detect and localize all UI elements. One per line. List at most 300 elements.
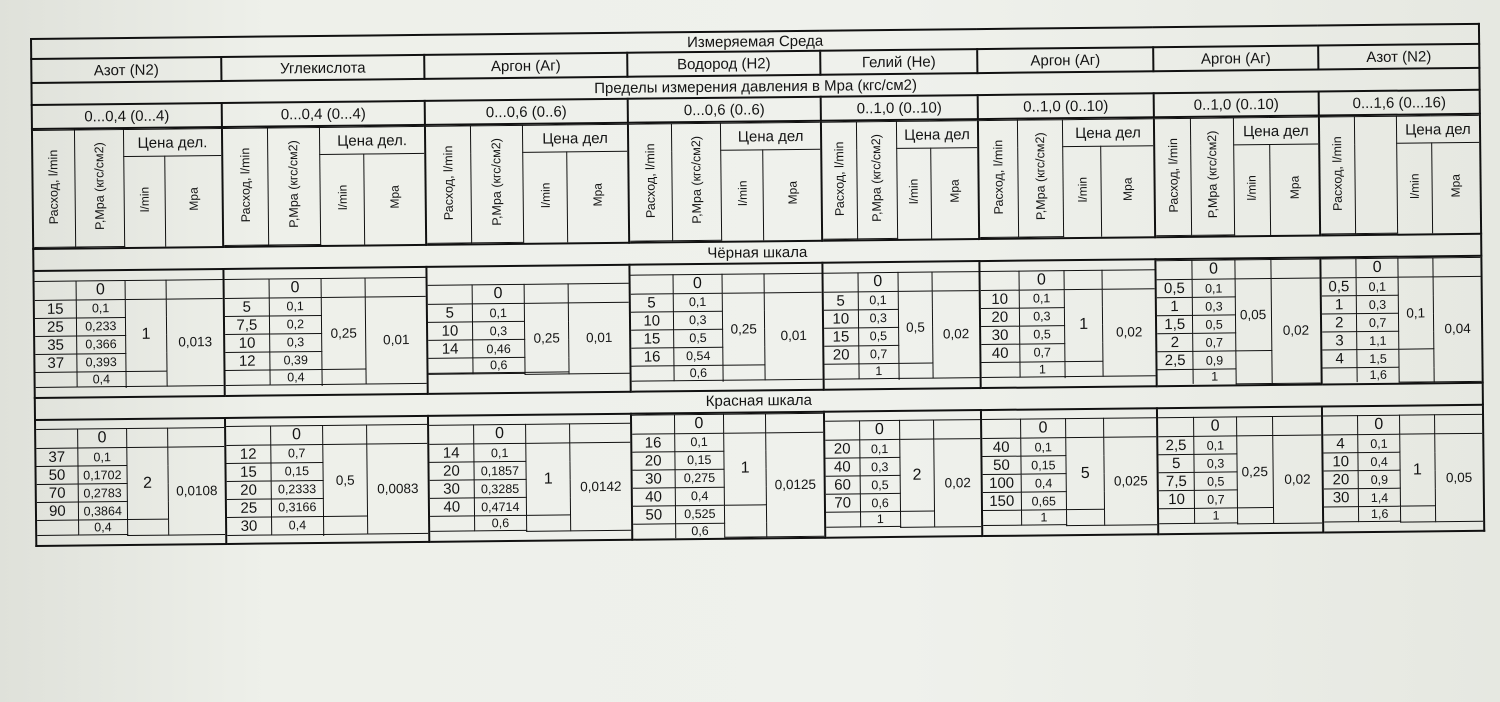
pressure-value: 0 <box>1358 415 1400 434</box>
table-row <box>226 424 427 445</box>
pressure-value: 0 <box>1020 419 1065 438</box>
flow-value: 30 <box>981 326 1019 344</box>
division-lmin-value: 1 <box>526 443 571 515</box>
pressure-title: Пределы измерения давления в Мра (кгс/см2) <box>31 68 1479 105</box>
pressure-value: 0,4 <box>1358 452 1400 470</box>
lmin-header-text: l/min <box>137 186 152 213</box>
flow-header <box>33 130 76 247</box>
division-lmin-value: 1 <box>1400 434 1436 506</box>
division-header: Цена дел <box>1233 117 1318 145</box>
mpa-header-text: Мра <box>387 185 402 209</box>
pressure-value: 0,5 <box>1019 325 1064 343</box>
flow-value <box>226 426 270 445</box>
scale-subtable <box>632 412 824 538</box>
spacer-cell <box>525 372 569 374</box>
pressure-value: 0,39 <box>270 351 322 370</box>
spacer-cell <box>1270 259 1319 279</box>
scale-subtable <box>429 423 631 533</box>
pressure-value: 0,393 <box>77 353 126 372</box>
pressure-value: 0 <box>269 278 321 298</box>
flow-value <box>1158 417 1194 436</box>
medium-cell: Азот (N2) <box>31 57 221 83</box>
pressure-value: 1 <box>1020 361 1065 376</box>
pressure-value: 0 <box>674 414 724 434</box>
pressure-value <box>473 373 525 374</box>
pressure-value: 0 <box>1194 417 1237 436</box>
table-row <box>429 423 630 444</box>
scale-subtable <box>982 417 1157 526</box>
medium-cell: Водород (Н2) <box>627 51 820 77</box>
table-row <box>1158 435 1321 455</box>
pressure-value: 0,6 <box>860 493 900 511</box>
table-row <box>35 298 223 318</box>
group-header <box>32 127 223 249</box>
flow-value: 5 <box>225 298 269 316</box>
pressure-value: 0,3 <box>1193 297 1236 315</box>
flow-value: 14 <box>429 444 473 462</box>
pressure-value <box>474 530 526 531</box>
division-lmin-value: 2 <box>127 447 169 519</box>
lmin-header <box>523 152 568 242</box>
pressure-value <box>77 386 126 387</box>
division-lmin-value: 0,25 <box>1236 436 1273 508</box>
flow-value: 15 <box>631 329 673 347</box>
spacer-cell <box>899 420 933 439</box>
flow-value: 5 <box>824 291 858 309</box>
pressure-value: 0,2783 <box>78 484 127 503</box>
pressure-value: 0,5 <box>1194 472 1237 490</box>
pressure-value: 0,3 <box>1357 295 1399 313</box>
flow-value <box>982 419 1020 438</box>
spacer-cell <box>1235 260 1271 279</box>
pressure-value: 0,1 <box>78 448 127 467</box>
scale-subtable <box>980 269 1155 378</box>
header-subtable <box>223 126 425 246</box>
medium-cell: Углекислота <box>221 55 424 81</box>
pressure-header-text: P,Мра (кгс/см2) <box>1032 132 1048 221</box>
pressure-value: 0 <box>1192 260 1235 279</box>
lmin-header-text: l/min <box>335 184 350 211</box>
pressure-value <box>1020 376 1065 377</box>
flow-value: 0,5 <box>1322 278 1357 296</box>
pressure-header <box>1355 116 1398 233</box>
flow-header-text: Расход, l/min <box>46 149 62 225</box>
division-lmin-value: 1 <box>125 299 167 371</box>
pressure-value: 0 <box>673 274 723 294</box>
pressure-value: 0,3 <box>860 457 900 475</box>
lmin-header-text: l/min <box>735 180 750 207</box>
flow-value: 50 <box>36 466 78 484</box>
flow-header <box>1155 118 1192 235</box>
flow-value: 70 <box>826 494 860 512</box>
flow-value <box>631 274 673 293</box>
flow-value <box>35 281 77 300</box>
flow-value <box>631 365 673 380</box>
mpa-header <box>165 156 222 247</box>
pressure-value: 0,5 <box>1193 315 1236 333</box>
flow-value <box>1323 416 1358 435</box>
flow-value <box>37 535 78 536</box>
pressure-header <box>1017 120 1063 237</box>
spacer-cell <box>932 271 979 290</box>
flow-value: 20 <box>825 440 859 458</box>
pressure-value: 0,1 <box>858 291 898 309</box>
table-row <box>632 413 823 434</box>
scale-subtable <box>226 423 428 536</box>
flow-value <box>982 377 1020 378</box>
flow-value: 35 <box>35 336 77 354</box>
spacer-cell <box>722 273 764 292</box>
pressure-value: 0,3166 <box>271 498 323 517</box>
spacer-cell <box>568 283 629 303</box>
spacer-cell <box>1272 416 1321 436</box>
mpa-header-text: Мра <box>947 179 962 203</box>
lmin-header-text: l/min <box>906 178 922 205</box>
flow-value <box>1324 522 1359 523</box>
lmin-header <box>1233 145 1270 235</box>
range-cell: 0...0,6 (0..6) <box>425 99 628 125</box>
flow-value <box>36 429 78 448</box>
pressure-header <box>267 127 320 245</box>
mpa-header <box>1101 146 1154 237</box>
pressure-value: 0,3 <box>269 333 321 352</box>
red-scale-group <box>225 415 429 544</box>
range-cell: 0..1,0 (0..10) <box>821 95 978 121</box>
flow-value: 5 <box>1158 454 1194 472</box>
spacer-cell <box>900 511 934 527</box>
flow-value: 30 <box>1324 489 1359 507</box>
pressure-value: 1,6 <box>1358 367 1399 382</box>
scale-subtable <box>1156 259 1320 385</box>
table-row <box>631 273 822 294</box>
pressure-value: 1,5 <box>1357 349 1399 367</box>
flow-value: 15 <box>824 327 858 345</box>
pressure-header-text: P,Мра (кгс/см2) <box>91 142 107 231</box>
pressure-value: 0,4714 <box>474 497 526 516</box>
flow-value: 150 <box>983 492 1021 510</box>
flow-value: 10 <box>225 334 269 352</box>
flow-value: 2 <box>1157 333 1193 351</box>
flow-value <box>981 362 1019 377</box>
flow-value: 25 <box>227 499 271 517</box>
red-scale-group <box>824 410 982 538</box>
scale-subtable <box>825 419 981 528</box>
pressure-value <box>674 380 724 381</box>
division-header: Цена дел. <box>319 126 424 154</box>
pressure-value: 0,1 <box>1194 436 1237 454</box>
header-subtable <box>1155 117 1319 237</box>
flow-value <box>1156 260 1192 279</box>
pressure-value: 0 <box>859 420 899 439</box>
spacer-cell <box>125 280 167 299</box>
lmin-header <box>1063 146 1102 236</box>
scale-subtable <box>1321 257 1481 383</box>
flow-value: 12 <box>225 352 269 370</box>
red-scale-data-row <box>35 404 1484 546</box>
table-row <box>1323 433 1482 453</box>
flow-value <box>430 531 474 532</box>
table-row <box>225 277 426 298</box>
pressure-value: 1 <box>859 363 899 378</box>
flow-value <box>1323 368 1358 383</box>
flow-value <box>429 374 473 375</box>
pressure-value: 0,7 <box>1193 333 1236 351</box>
division-header: Цена дел <box>721 122 821 150</box>
flow-value <box>1324 507 1359 522</box>
black-scale-group <box>426 265 630 394</box>
pressure-value: 0,1 <box>1357 277 1399 295</box>
spacer-cell <box>166 279 223 299</box>
flow-value <box>428 285 472 304</box>
table-row <box>824 271 979 292</box>
flow-header <box>979 120 1018 237</box>
flow-value <box>225 370 269 385</box>
measurement-table <box>30 23 1485 547</box>
black-scale-group <box>822 261 980 389</box>
lmin-header <box>123 156 165 246</box>
lmin-header-text: l/min <box>1075 176 1090 203</box>
pressure-value <box>1195 523 1237 524</box>
flow-value: 7,5 <box>1159 472 1195 490</box>
black-scale-group <box>33 269 224 397</box>
division-lmin-value: 0,5 <box>323 443 368 515</box>
spacer-cell <box>367 424 428 444</box>
flow-value <box>825 421 859 440</box>
spacer-cell <box>365 277 426 297</box>
flow-value: 7,5 <box>225 316 269 334</box>
pressure-value: 0,54 <box>673 347 723 366</box>
spacer-cell <box>1398 258 1433 277</box>
mpa-header <box>1431 142 1480 232</box>
pressure-value: 0,46 <box>472 339 524 358</box>
pressure-value: 1,6 <box>1359 506 1400 521</box>
red-scale-group <box>1157 406 1323 534</box>
division-header: Цена дел <box>1062 119 1153 147</box>
flow-value: 1,5 <box>1157 315 1193 333</box>
division-lmin-value: 0,25 <box>524 303 569 372</box>
flow-header-text: Расход, l/min <box>441 145 456 220</box>
pressure-header <box>671 123 722 241</box>
flow-header-text: Расход, l/min <box>831 141 847 216</box>
spacer-cell <box>168 427 225 447</box>
mpa-header-text: Мра <box>1448 174 1464 198</box>
flow-value: 20 <box>981 308 1019 326</box>
flow-value: 12 <box>226 445 270 463</box>
flow-value: 0,5 <box>1157 279 1193 297</box>
spacer-cell <box>1066 418 1104 437</box>
pressure-value: 0,3 <box>858 309 898 327</box>
pressure-value <box>1359 521 1400 522</box>
range-cell: 0...0,4 (0...4) <box>32 103 222 129</box>
division-mpa-value: 0,02 <box>1102 288 1155 376</box>
spacer-cell <box>1399 349 1434 382</box>
flow-value: 40 <box>430 498 474 516</box>
medium-cell: Гелий (Не) <box>820 49 977 75</box>
division-header: Цена дел <box>1396 115 1479 143</box>
table-row <box>981 288 1155 308</box>
pressure-value: 1 <box>1195 508 1238 523</box>
red-scale-group <box>631 411 825 540</box>
flow-value: 20 <box>824 345 858 363</box>
black-scale-title: Чёрная шкала <box>33 234 1481 271</box>
table-row <box>225 296 426 316</box>
pressure-value: 0 <box>1019 270 1064 289</box>
spacer-cell <box>1237 508 1273 524</box>
flow-header <box>426 126 471 243</box>
flow-value: 4 <box>1323 435 1358 453</box>
medium-cell: Аргон (Аг) <box>424 53 627 79</box>
pressure-value: 0,5 <box>673 329 723 348</box>
flow-value: 10 <box>631 311 673 329</box>
pressure-header <box>1191 118 1235 235</box>
flow-value: 2,5 <box>1157 351 1193 369</box>
flow-header-text: Расход, l/min <box>642 143 658 218</box>
mpa-header-text: Мра <box>186 187 201 211</box>
spacer-cell <box>526 424 570 443</box>
flow-value <box>826 512 860 527</box>
pressure-value: 0,366 <box>76 335 125 354</box>
scale-subtable <box>225 276 427 386</box>
pressure-value: 0,3 <box>1194 454 1237 472</box>
pressure-value: 0,7 <box>858 345 898 363</box>
spacer-cell <box>1066 509 1104 525</box>
pressure-value: 1 <box>1193 369 1236 384</box>
flow-value: 20 <box>632 451 674 469</box>
table-row <box>982 437 1156 457</box>
spacer-cell <box>1065 361 1103 377</box>
division-lmin-value: 1 <box>724 432 767 504</box>
pressure-value: 0,3864 <box>78 502 127 521</box>
table-row <box>825 420 980 441</box>
flow-value: 30 <box>430 480 474 498</box>
pressure-value: 0,6 <box>675 523 725 538</box>
scale-subtable <box>428 283 630 376</box>
flow-header-text: Расход, l/min <box>1330 135 1346 211</box>
pressure-value: 0,4 <box>675 487 725 506</box>
division-mpa-value: 0,02 <box>934 439 981 527</box>
lmin-header-text: l/min <box>1244 175 1259 201</box>
black-scale-data-row <box>33 256 1482 398</box>
pressure-value: 0,2333 <box>271 480 323 499</box>
flow-value: 15 <box>226 463 270 481</box>
flow-value: 1 <box>1157 297 1193 315</box>
spacer-cell <box>1236 351 1272 384</box>
pressure-value: 0 <box>473 424 525 444</box>
pressure-header-text: P,Мра (кгс/см2) <box>286 140 302 229</box>
red-scale-group <box>428 413 632 542</box>
table-row <box>1322 276 1481 296</box>
lmin-header <box>897 148 932 238</box>
flow-value <box>826 527 860 528</box>
flow-value <box>633 523 675 538</box>
lmin-header <box>1397 143 1433 233</box>
table-row <box>632 432 823 452</box>
flow-value <box>37 520 79 535</box>
pressure-value: 0,1 <box>1019 289 1064 307</box>
spacer-cell <box>323 424 367 443</box>
mpa-header-text: Мра <box>1120 177 1135 202</box>
division-lmin-value: 0,25 <box>722 292 765 364</box>
division-lmin-value: 0,5 <box>898 291 933 363</box>
flow-value <box>225 279 269 298</box>
flow-header <box>822 122 857 239</box>
spacer-cell <box>899 363 933 379</box>
flow-value: 10 <box>1159 490 1195 508</box>
table-row <box>825 439 980 459</box>
range-cell: 0..1,0 (0..10) <box>978 93 1154 119</box>
scale-subtable <box>36 427 225 536</box>
division-lmin-value: 0,25 <box>321 297 366 369</box>
mpa-header-text: Мра <box>1287 175 1302 200</box>
flow-value <box>824 272 858 291</box>
pressure-value: 1 <box>1021 510 1066 525</box>
division-mpa-value: 0,02 <box>1272 435 1322 523</box>
division-header: Цена дел. <box>123 129 221 157</box>
pressure-header <box>470 125 523 243</box>
pressure-value: 0 <box>858 272 898 291</box>
flow-value: 16 <box>631 347 673 365</box>
pressure-value: 0,5 <box>858 327 898 345</box>
division-header: Цена дел <box>896 121 977 149</box>
flow-value: 30 <box>227 517 271 535</box>
flow-value <box>227 534 271 535</box>
spacer-cell <box>321 278 365 297</box>
flow-value: 100 <box>983 474 1021 492</box>
spacer-cell <box>1104 418 1156 438</box>
medium-cell: Аргон (Аг) <box>1153 46 1318 72</box>
red-scale-group <box>1322 404 1484 532</box>
flow-value <box>980 271 1018 290</box>
spacer-cell <box>1399 415 1434 434</box>
pressure-value: 0,4 <box>77 371 126 387</box>
flow-value: 37 <box>35 354 77 372</box>
flow-value: 1 <box>1322 296 1357 314</box>
flow-value: 70 <box>37 484 79 502</box>
pressure-value: 0,3 <box>472 321 524 340</box>
table-row <box>980 269 1154 290</box>
pressure-value: 0,233 <box>76 317 125 336</box>
flow-value: 25 <box>35 318 77 336</box>
division-mpa-value: 0,05 <box>1435 433 1484 521</box>
table-row <box>1323 414 1482 435</box>
pressure-value: 0,1702 <box>78 466 127 485</box>
mpa-header <box>763 149 821 240</box>
pressure-value: 1,1 <box>1357 331 1399 349</box>
flow-value: 40 <box>981 344 1019 362</box>
spacer-cell <box>126 371 168 387</box>
flow-value: 5 <box>428 304 472 322</box>
division-mpa-value: 0,01 <box>365 296 426 384</box>
scale-subtable <box>35 278 224 387</box>
table-row <box>982 418 1156 439</box>
flow-value <box>983 525 1021 526</box>
header-subtable <box>979 118 1154 238</box>
spacer-cell <box>127 519 169 535</box>
spacer-cell <box>1434 414 1482 433</box>
group-header <box>425 123 629 245</box>
black-scale-group <box>1155 257 1321 385</box>
pressure-value <box>271 534 323 535</box>
flow-value <box>1159 508 1195 523</box>
header-subtable <box>1320 115 1480 235</box>
division-lmin-value: 2 <box>900 439 935 511</box>
flow-value <box>226 385 270 386</box>
pressure-value: 0,1 <box>473 443 525 462</box>
pressure-value: 0,4 <box>271 516 323 535</box>
flow-header <box>1320 117 1356 234</box>
pressure-value: 0,1 <box>674 433 724 452</box>
flow-value: 3 <box>1322 332 1357 350</box>
